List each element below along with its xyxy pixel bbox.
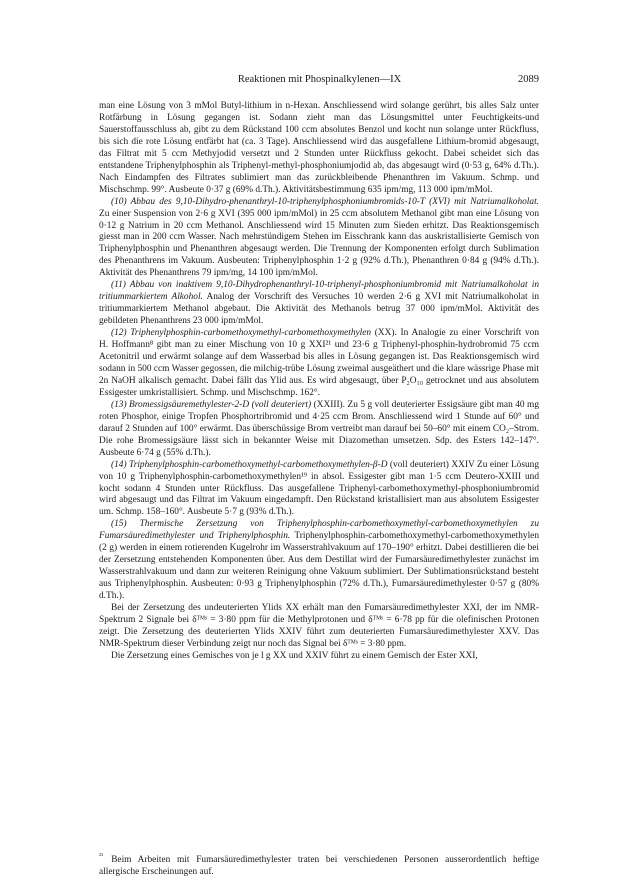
paragraph-continuation	[99, 101, 539, 197]
footnote-marker: ²¹	[99, 852, 104, 860]
paragraph-mixture-decomposition	[99, 651, 539, 663]
running-title: Reaktionen mit Phospinalkylenen—IX	[237, 74, 402, 85]
paragraph-text: (XX). In Analogie zu einer Vorschrift von H. Hoffmann⁸ gibt man zu einer Mischung von 10 g XXI²¹ und 23·6 g Triphenyl-phosphin-hydrobromid 75 ccm Acetonitril und erwärmt solange auf dem Wasserbad bis alles in Lösung gegangen ist. Das Reaktionsgemisch wird sodann in 500 ccm Wasser gegossen, die milchig-trübe Lösung zweimal ausgeäthert und die klare wässrige Phase mit 2n NaOH alkalisch gemacht. Dabei fällt das Ylid aus. Es wird abgesaugt, über P₂O₁₀ getrocknet und aus absolutem Essigester umkristallisiert. Schmp. und Mischschmp. 162°.	[99, 328, 539, 398]
paragraph-text: Zu einer Suspension von 2·6 g XVI (395 000 ipm/mMol) in 25 ccm absolutem Methanol gibt man eine Lösung von 0·12 g Natrium in 20 ccm Methanol. Anschliessend wird 15 Minuten zum Sieden erhitzt. Das Reaktionsgemisch giesst man in 200 ccm Wasser. Nach mehrstündigem Stehen im Eisschrank kann das auskristallisierte Gemisch von Triphenylphosphin und Phenanthren abgesaugt werden. Die Trennung der Komponenten erfolgt durch Sublimation des Phenanthrens im Vakuum. Ausbeuten: Triphenylphosphin 1·2 g (92% d.Th.), Phenanthren 0·84 g (94% d.Th.). Aktivität des Phenanthrens 79 ipm/mg, 14 100 ipm/mMol.	[99, 208, 539, 279]
paragraph-heading: (10) Abbau des 9,10-Dihydro-phenanthryl-10-triphenylphosphoniumbromids-10-T (XVI) mit Natriumalkoholat.	[111, 196, 539, 207]
footnote-text: Beim Arbeiten mit Fumarsäuredimethylester traten bei verschiedenen Personen ausserordentlich heftige allergische Erscheinungen auf.	[99, 855, 539, 878]
paragraph-heading: (12) Triphenylphosphin-carbomethoxymethyl-carbomethoxymethylen	[111, 328, 372, 339]
paragraph-text: Triphenylphosphin-carbomethoxymethyl-carbomethoxymethylen (2 g) werden in einem rotierenden Kugelrohr im Wasserstrahlvakuum auf 170–190° erhitzt. Dabei destillieren die bei der Zersetzung entstehenden Komponenten über. Aus dem Destillat wird der Fumarsäuredimethylester zunächst im Wasserstrahlvakuum und dann zur weiteren Reinigung ohne Vakuum sublimiert. Der Sublimationsrückstand besteht aus Triphenylphosphin. Ausbeuten: 0·93 g Triphenylphosphin (72% d.Th.), Fumarsäuredimethylester 0·57 g (80% d.Th.).	[99, 531, 539, 602]
paragraph-nmr-discussion	[99, 603, 539, 651]
paragraph-experiment-13	[99, 400, 539, 460]
footnote	[99, 851, 539, 879]
paragraph-text: (voll deuteriert) XXIV Zu einer Lösung von 10 g Triphenylphosphin-carbomethoxymethylen¹⁹ in absol. Essigester gibt man 1·5 ccm Deutero-XXIII und kocht sodann 4 Stunden unter Rückfluss. Das ausgefallene Triphenyl-carbomethoxymethyl-phosphoniumbromid wird abgesaugt und das Filtrat im Vakuum eingedampft. Den Rückstand kristallisiert man aus absolutem Essigester um. Schmp. 158–160°. Ausbeute 5·7 g (93% d.Th.).	[99, 459, 540, 518]
paragraph-experiment-14	[99, 460, 539, 520]
paragraph-text: man eine Lösung von 3 mMol Butyl-lithium in n-Hexan. Anschliessend wird solange gerührt, bis alles Salz unter Rotfärbung in Lösung gegangen ist. Sodann zieht man das Lösungsmittel unter Feuchtigkeits-und Sauerstoffausschluss ab, gibt zu dem Rückstand 100 ccm absolutes Benzol und kocht nun solange unter Rückfluss, bis sich die rote Lösung entfärbt hat (ca. 3 Tage). Anschliessend wird das ausgefallene Lithium-bromid abgesaugt, das Filtrat mit 5 ccm Methyjodid versetzt und 2 Stunden unter Rückfluss gekocht. Dabei scheidet sich das entstandene Triphenylphosphin als Triphenyl-methyl-phosphoniumjodid ab, das abgesaugt wird (0·53 g, 64% d.Th.). Nach Eindampfen des Filtrates sublimiert man das zurückbleibende Phenanthren im Vakuum. Schmp. und Mischschmp. 99°. Ausbeute 0·37 g (69% d.Th.). Aktivitätsbestimmung 635 ipm/mg, 113 000 ipm/mMol.	[99, 101, 539, 195]
paragraph-heading: (14) Triphenylphosphin-carbomethoxymethyl-carbomethoxymethylen-β-D	[111, 459, 388, 470]
paragraph-experiment-15	[99, 519, 539, 603]
paragraph-text: Analog der Vorschrift des Versuches 10 werden 2·6 g XVI mit Natriumalkoholat in tritiummarkiertem Methanol abgebaut. Die Aktivität des Methanols betrug 37 000 ipm/mMol. Aktivität des gebildeten Phenanthrens 23 000 ipm/mMol.	[99, 292, 539, 327]
running-header	[100, 74, 539, 88]
page-number: 2089	[518, 74, 539, 85]
paragraph-experiment-12	[99, 328, 539, 400]
paragraph-heading: (15) Thermische Zersetzung von Triphenylphosphin-carbomethoxymethyl-carbomethoxymethylen zu Fumarsäuredimethylester und Triphenylphosphin.	[99, 519, 539, 542]
article-body	[99, 101, 539, 663]
paragraph-experiment-11	[99, 280, 539, 328]
paragraph-heading: (11) Abbau von inaktivem 9,10-Dihydrophenanthryl-10-triphenyl-phosphoniumbromid mit Natriumalkoholat in tritiummarkiertem Alkohol.	[99, 280, 539, 303]
paragraph-text: (XXIII). Zu 5 g voll deuterierter Essigsäure gibt man 40 mg roten Phosphor, einige Tropfen Phosphortribromid und 4·25 ccm Brom. Anschliessend wird 1 Stunde auf 60° und darauf 2 Stunden auf 100° erwärmt. Das überschüssige Brom vertreibt man darauf bei 50–60° mit einem CO₂–Strom. Die rohe Bromessigsäure lässt sich in bekannter Weise mit Diazomethan umsetzen. Sdp. des Esters 142–147°. Ausbeute 6·74 g (55% d.Th.).	[99, 399, 539, 458]
paragraph-heading: (13) Bromessigsäuremethylester-2-D (voll deuteriert)	[111, 399, 312, 410]
paragraph-text: Die Zersetzung eines Gemisches von je l g XX und XXIV führt zu einem Gemisch der Ester XXI,	[111, 650, 478, 661]
paragraph-text: Bei der Zersetzung des undeuterierten Ylids XX erhält man den Fumarsäuredimethylester XXI, der im NMR-Spektrum 2 Signale bei δᵀᴹˢ = 3·80 ppm für die Methylprotonen und δᵀᴹˢ = 6·78 pp für die olefinischen Protonen zeigt. Die Zersetzung des deuterierten Ylids XXIV führt zum deuterierten Fumarsäuredimethylester XXV. Das NMR-Spektrum dieser Verbindung zeigt nur noch das Signal bei δᵀᴹˢ = 3·80 ppm.	[99, 603, 539, 649]
paragraph-experiment-10	[99, 197, 539, 281]
